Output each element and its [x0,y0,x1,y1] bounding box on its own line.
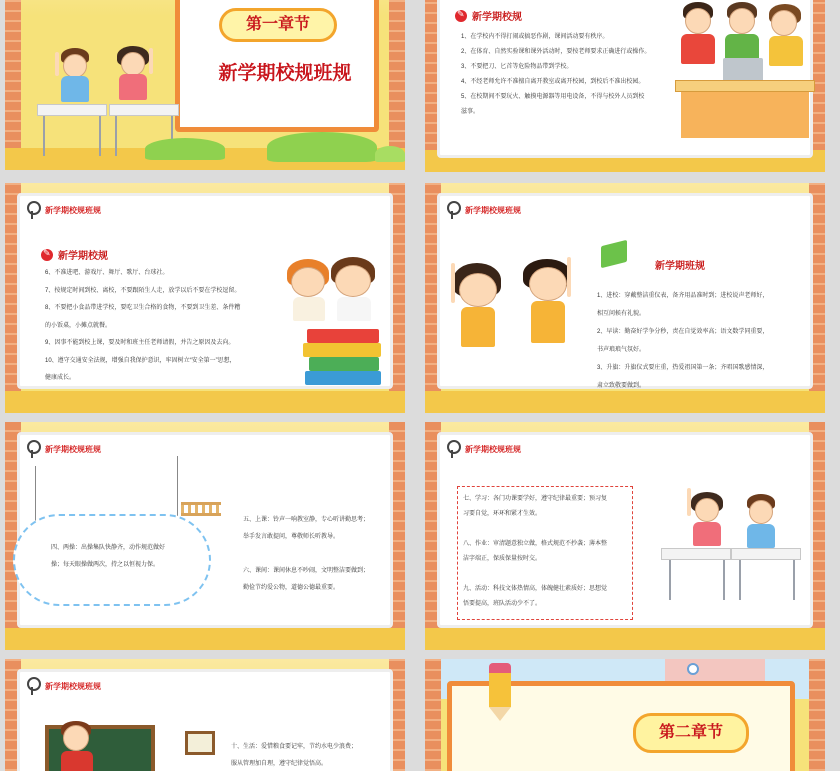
kids-on-books [287,257,387,337]
rule-line: 3、升旗：升旗仪式要庄重，热爱祖国第一条；齐唱国歌感情深， [597,365,769,371]
slide-6-thumbnail[interactable] [425,422,825,650]
slide-2-thumbnail[interactable] [425,0,825,172]
desk-legs [739,560,795,600]
fence-decoration [181,502,221,516]
book-stack [307,329,379,343]
rule-line: 9、因事不能到校上课，要及时和班主任老师请假，并告之原因及去向。 [45,340,235,346]
rule-line: 2、早读：勤奋好学争分秒，责在自觉效率高；语文数学同重要， [597,329,769,335]
slide-3-thumbnail[interactable] [5,183,405,413]
pencil-mascot [481,663,521,723]
rule-line: 六、课间：课间休息不吵闹，文明整洁要做到； [243,568,370,574]
rule-line: 习要自觉，环环和紧才生效。 [463,511,542,517]
desk [731,548,801,560]
rule-line [243,546,395,563]
brick-wall [5,0,21,170]
desk [109,104,179,116]
book-stack [305,371,381,385]
desk [37,104,107,116]
rule-line: 6、不准进吧、游戏厅、舞厅、歌厅、台球社。 [45,270,169,276]
rule-list [243,512,395,597]
rule-list [463,492,631,612]
rule-line [463,567,631,582]
book-stack [303,343,381,357]
slide-5-thumbnail[interactable] [5,422,405,650]
ground [5,628,405,650]
bush [145,138,225,160]
rule-line: 3、不要把刀、匕首等危险物品带到学校。 [461,64,573,70]
desk [675,80,815,92]
rule-line: 书声琅琅气氛好。 [597,347,646,353]
rule-line: 8、不要把小食品带进学校，要吃卫生合格的食物，不要到卫生差、条件糟 [45,305,241,311]
pencil-icon [41,249,53,261]
rule-list [231,739,401,771]
rule-line: 的小饭桌，小摊点就餐。 [45,322,112,329]
rule-line: 勤俭节约爱公物，道德公德最重要。 [243,585,340,591]
picture-frame [185,731,215,755]
rule-line: 5、在校期间不要玩火、触摸电源器等用电设备，不得与校外人员到校 [461,94,645,100]
desk-legs [669,560,725,600]
bush [375,146,405,162]
rule-list [597,287,817,395]
rule-list [461,30,691,120]
rule-line: 操；每天眼操做两次，持之以恒视力保。 [51,562,160,568]
pushpin-icon [25,201,39,219]
bush [267,132,377,162]
rule-line: 十、生活：爱惜粮食要记牢，节约水电少浪费； [231,744,358,750]
rule-line: 10、遵守交通安全法规，增强自我保护意识，牢固树立“安全第一”思想， [45,357,236,364]
clock-icon [687,663,699,675]
book-stack [309,357,379,371]
ground [425,628,825,650]
pushpin-icon [445,201,459,219]
slide-7-thumbnail[interactable] [5,659,405,771]
rule-line: 举手发言敢提问，尊敬师长听教导。 [243,534,340,540]
hanging-string [177,456,178,520]
brick-wall [809,659,825,771]
rule-line: 2、在体育、自然实验课和课外活动时，要按老师要求正确进行或操作。 [461,49,651,55]
slide-header: 新学期校规班规 [445,201,521,219]
rule-line: 1、在学校内不得打闹或搞恶作剧，课间活动要有秩序。 [461,34,609,40]
rule-line: 4、不经老师允许不准擅自离开教室或离开校园，到校后不准出校园。 [461,79,645,85]
laptop [723,58,763,82]
rule-line: 肃立致敬要做到。 [597,383,646,389]
rule-line: 八、作业：审清题意独立做，格式规范不抄袭；薄本整 [463,541,608,547]
ground [5,391,405,413]
section-title: ✎ 新学期校规 [41,247,108,262]
pencil-icon [455,10,467,22]
rule-line: 九、活动：科技文体热情高，体魄健壮素质好；思想觉 [463,586,608,592]
desk-front [681,92,809,138]
slide-header: 新学期校规班规 [25,201,101,219]
rule-line: 四、两操：出操集队快静齐，动作规范做好 [51,545,166,551]
slide-4-thumbnail[interactable] [425,183,825,413]
rule-line: 健康成长。 [45,375,76,381]
rule-line: 相互问候有礼貌。 [597,311,646,317]
girl-figure [451,263,507,359]
rule-line: 七、学习：各门功课要学好，遵守纪律最重要；预习复 [463,496,608,502]
slide-header: 新学期校规班规 [25,440,101,458]
slide-title: 新学期校规班规 [218,63,352,84]
rule-line: 7、按规定时间到校、离校，不要跟陌生人走，放学以后不要在学校逗留。 [45,287,241,294]
slide-header: 新学期校规班规 [25,677,101,695]
desk [661,548,731,560]
teacher-figure [57,721,97,771]
rule-line: 悟要提高，班队活动少不了。 [463,601,542,607]
rule-line: 洁字端正，保质保量按时交。 [463,556,542,562]
section-title: ✎ 新学期校规 [455,8,522,23]
slide-1-thumbnail[interactable] [5,0,405,170]
pushpin-icon [445,440,459,458]
rule-list [45,265,307,388]
chapter-label: 第一章节 [219,8,337,42]
rule-line: 五、上课：铃声一响教室静，专心听讲勤思考； [243,517,370,523]
section-title: 新学期班规 [655,261,705,272]
slide-header: 新学期校规班规 [445,440,521,458]
desk-legs [43,116,101,156]
slide-8-thumbnail[interactable] [425,659,825,771]
pushpin-icon [25,677,39,695]
pushpin-icon [25,440,39,458]
rule-line [463,522,631,537]
rule-line: 1、进校：穿戴整洁重仪表，备齐用品准时到；进校说声老师好， [597,293,769,299]
rule-line: 服从管理加自理，遵守纪律觉悟高。 [231,761,328,767]
cloud-rule-list [51,540,201,574]
rule-line: 滋事。 [461,109,480,115]
brick-wall [389,0,405,170]
chapter-label: 第二章节 [633,713,749,753]
boy-figure [521,259,577,359]
brick-wall [425,659,441,771]
